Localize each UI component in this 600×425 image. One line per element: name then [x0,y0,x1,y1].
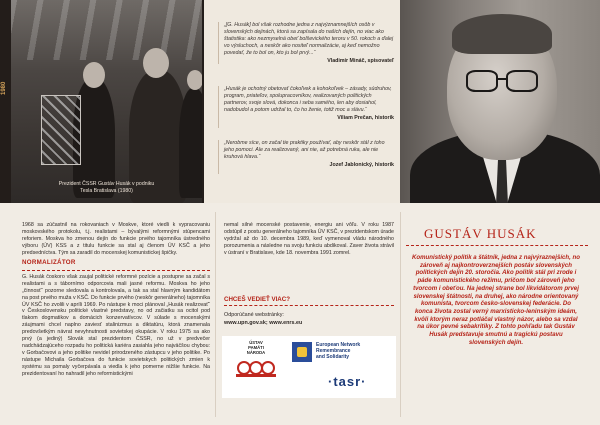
more-info-rule [224,305,394,306]
electronic-device [41,95,81,165]
left-body: G. Husák čoskoro však zaujal politické reformné pozície a postupne sa začal s realistami a s tábornímo odporcovia mali jasné reformu. Moskva ho jeho „činnosť“ pozorne sledovala a kontrolovala, a tak sa stal hlavným kandidátom na post prvého muža v KSČ. Do funkcie prvého (neskôr generálneho) tajomníka ÚV KSČ ho zvolili v apríli 1969. Po nástupe k moci plánoval „Husák realizovať“ v Československu politické vlastné predstavy, no od začiatku sa ocitol pod tlakom dogmatikov a domácich konzervatívcov. V súlade s mocenskými záujmami chcel naplno zaviesť stalinizmus a diktatúru, ktorá znamenala predovšetkým návrat nevyhnutnosti sovietskej okupácie. V roku 1975 sa ako prvý (a jediný) Slovák stal prezidentom ČSSR, no už v predvečer nadchádzajúceho rozpadu ho politická kariéra zasiahla jeho najväčšou chybou: v Gorbačovovi a jeho politike nevidel prirodzeného zástupcu v jeho politike. Po nástupe Michaila Gorbačova do funkcie sovietskych politických zmien k systému sa pomaly vyčerpávala a viedla k jeho pomerne nižšie funkcie. Na prezidentovaní ho nahradil jeho reformistickými [22,273,210,378]
quote-1-text: „[G. Husák] bol však rozhodne jedna z najvýznamnejších osôb v slovenských dejinách, ktorá sa zapísala do našich dejín, no viac ako štatistika: ako nezmyselná obeť bolševického teroru v 50. rokoch a ďalej vo výsluchoch, a neskôr ako nositeľ normalizácie, aj keď nemožno povedať, že to bol on, kto ju bol prvý...“ [224,22,394,56]
quote-bar-1 [218,22,219,64]
middle-column [224,222,394,257]
face-right [187,70,202,90]
quote-1 [224,22,394,64]
quote-1-author: Vladimír Mináč, spisovateľ [327,57,394,64]
website-links[interactable]: www.upn.gov.sk; www.enrs.eu [224,320,303,326]
tasr-logo: ·tasr· [328,374,367,389]
portrait-photo [400,0,600,203]
ceiling-lights [11,0,202,60]
face-center [143,48,169,78]
enrs-line3: and Solidarity [316,353,350,360]
section-heading-rule [22,270,210,271]
portrait-glasses-left [466,70,498,92]
quote-bar-3 [218,140,219,174]
enrs-line1: European Network [316,342,361,348]
column-divider-1 [215,212,216,417]
upn-logo [227,340,285,377]
upn-logo-line2: PAMÄTI [248,345,264,350]
face-left [83,62,105,88]
left-column [22,222,210,378]
historic-photo [11,0,202,203]
quote-3-text: „Nerobme síce, on začal tie praktiky používať, aby neskôr stál z toho jeho pomoci. Ale za realizovaný, ani nie, až potrebná ruka, ale nie kruhová hlava.“ [224,140,385,160]
quote-bar-2 [218,86,219,128]
photo-caption-line2: Tesla Bratislava (1980) [80,188,133,194]
upn-logo-line1: ÚSTAV [249,340,263,345]
quote-3-author: Jozef Jablonický, historik [329,161,394,168]
quote-2-text: „Husák je ochotný obetovať čokoľvek a kohokoľvek – zásady, súdruhov, program, priateľov, spolupracovníkov, realizovaných politických partnerov, svoje slová, dokonca i seba samého, len aby dosiahol, nadobudol a potom udržal to, čo ho ženie, totiž moc a slávu.“ [224,86,392,113]
quote-2 [224,86,394,122]
title-rule [406,245,588,246]
middle-body: nemal silné mocenské postavenie, energiu ani vôľu. V roku 1987 odstúpil z postu generálneho tajomníka ÚV KSČ, v prezidentskom úrade vydržal až do 10. decembra 1989, keď vymenoval vládu národného porozumenia a následne na svoju funkciu abdikoval. Zaver života strávil v ústraní v Bratislave, kde 18. novembra 1991 zomrel. [224,222,394,256]
more-info-intro: Odporúčané webstránky: [224,312,284,318]
more-info-heading: CHCEŠ VEDIEŤ VIAC? [224,296,291,303]
enrs-line2: Remembrance [316,347,351,354]
quotes-panel [204,0,400,203]
quote-2-author: Viliam Prečan, historik [337,114,394,121]
quote-3 [224,140,394,169]
section-heading-normalizator: NORMALIZÁTOR [22,258,76,266]
column-divider-2 [400,212,401,417]
left-intro: 1968 sa zúčastnil na rokovaniach v Moskve, ktoré viedli k vypracovaniu moskovského protokolu, t.j. realistami – bývalými reformnými stúpencami reforiem. Moskva ho zmenou dejín do funkcie prvého tajomníka ústredného výboru (ÚV) KSS a z titulu funkcie sa stal aj členom ÚV KSČ a jeho predsedníctva. Tým sa zaradil do mocenskej komunistickej špičky. [22,222,210,256]
photo-caption-line1: Prezident ČSSR Gustáv Husák v podniku [58,181,155,187]
upn-logo-line3: NÁRODA [246,350,266,355]
photo-caption [11,181,202,195]
portrait-glasses-bridge [498,78,506,80]
portrait-glasses-right [506,70,538,92]
enrs-logo-text [316,343,394,360]
enrs-logo-icon [292,342,312,362]
upn-emblem-icon [236,359,276,377]
partner-logos [222,336,396,398]
portrait-hair [452,14,552,54]
page-title: GUSTÁV HUSÁK [424,226,537,241]
year-tag: 1980 [1,81,7,95]
biography-summary: Komunistický politik a štátnik, jedna z najvýraznejších, no zároveň aj najkontroverznejších postáv slovenských politických dejín 20. storočia. Ako politik stál pri zrode i páde komunistického režimu, pričom bol zároveň jeho tvorcom i obeťou. Na jednej strane bol likvidátorom prvej slovenskej štátnosti, na druhej, ako národne orientovaný komunista, tvorcom česko-slovenskej federácie. Do konca života zostal verný marxisticko-leninským ideám, kvôli ktorým neraz potláčal vlastný názor, alebo sa vzdal na úkor pevné sebakritiky. Z tohto pohľadu tak Gustáv Husák predstavuje smutnú a tragickú postavu slovenských dejín. [412,254,580,346]
upn-emblem-svg [236,359,276,377]
